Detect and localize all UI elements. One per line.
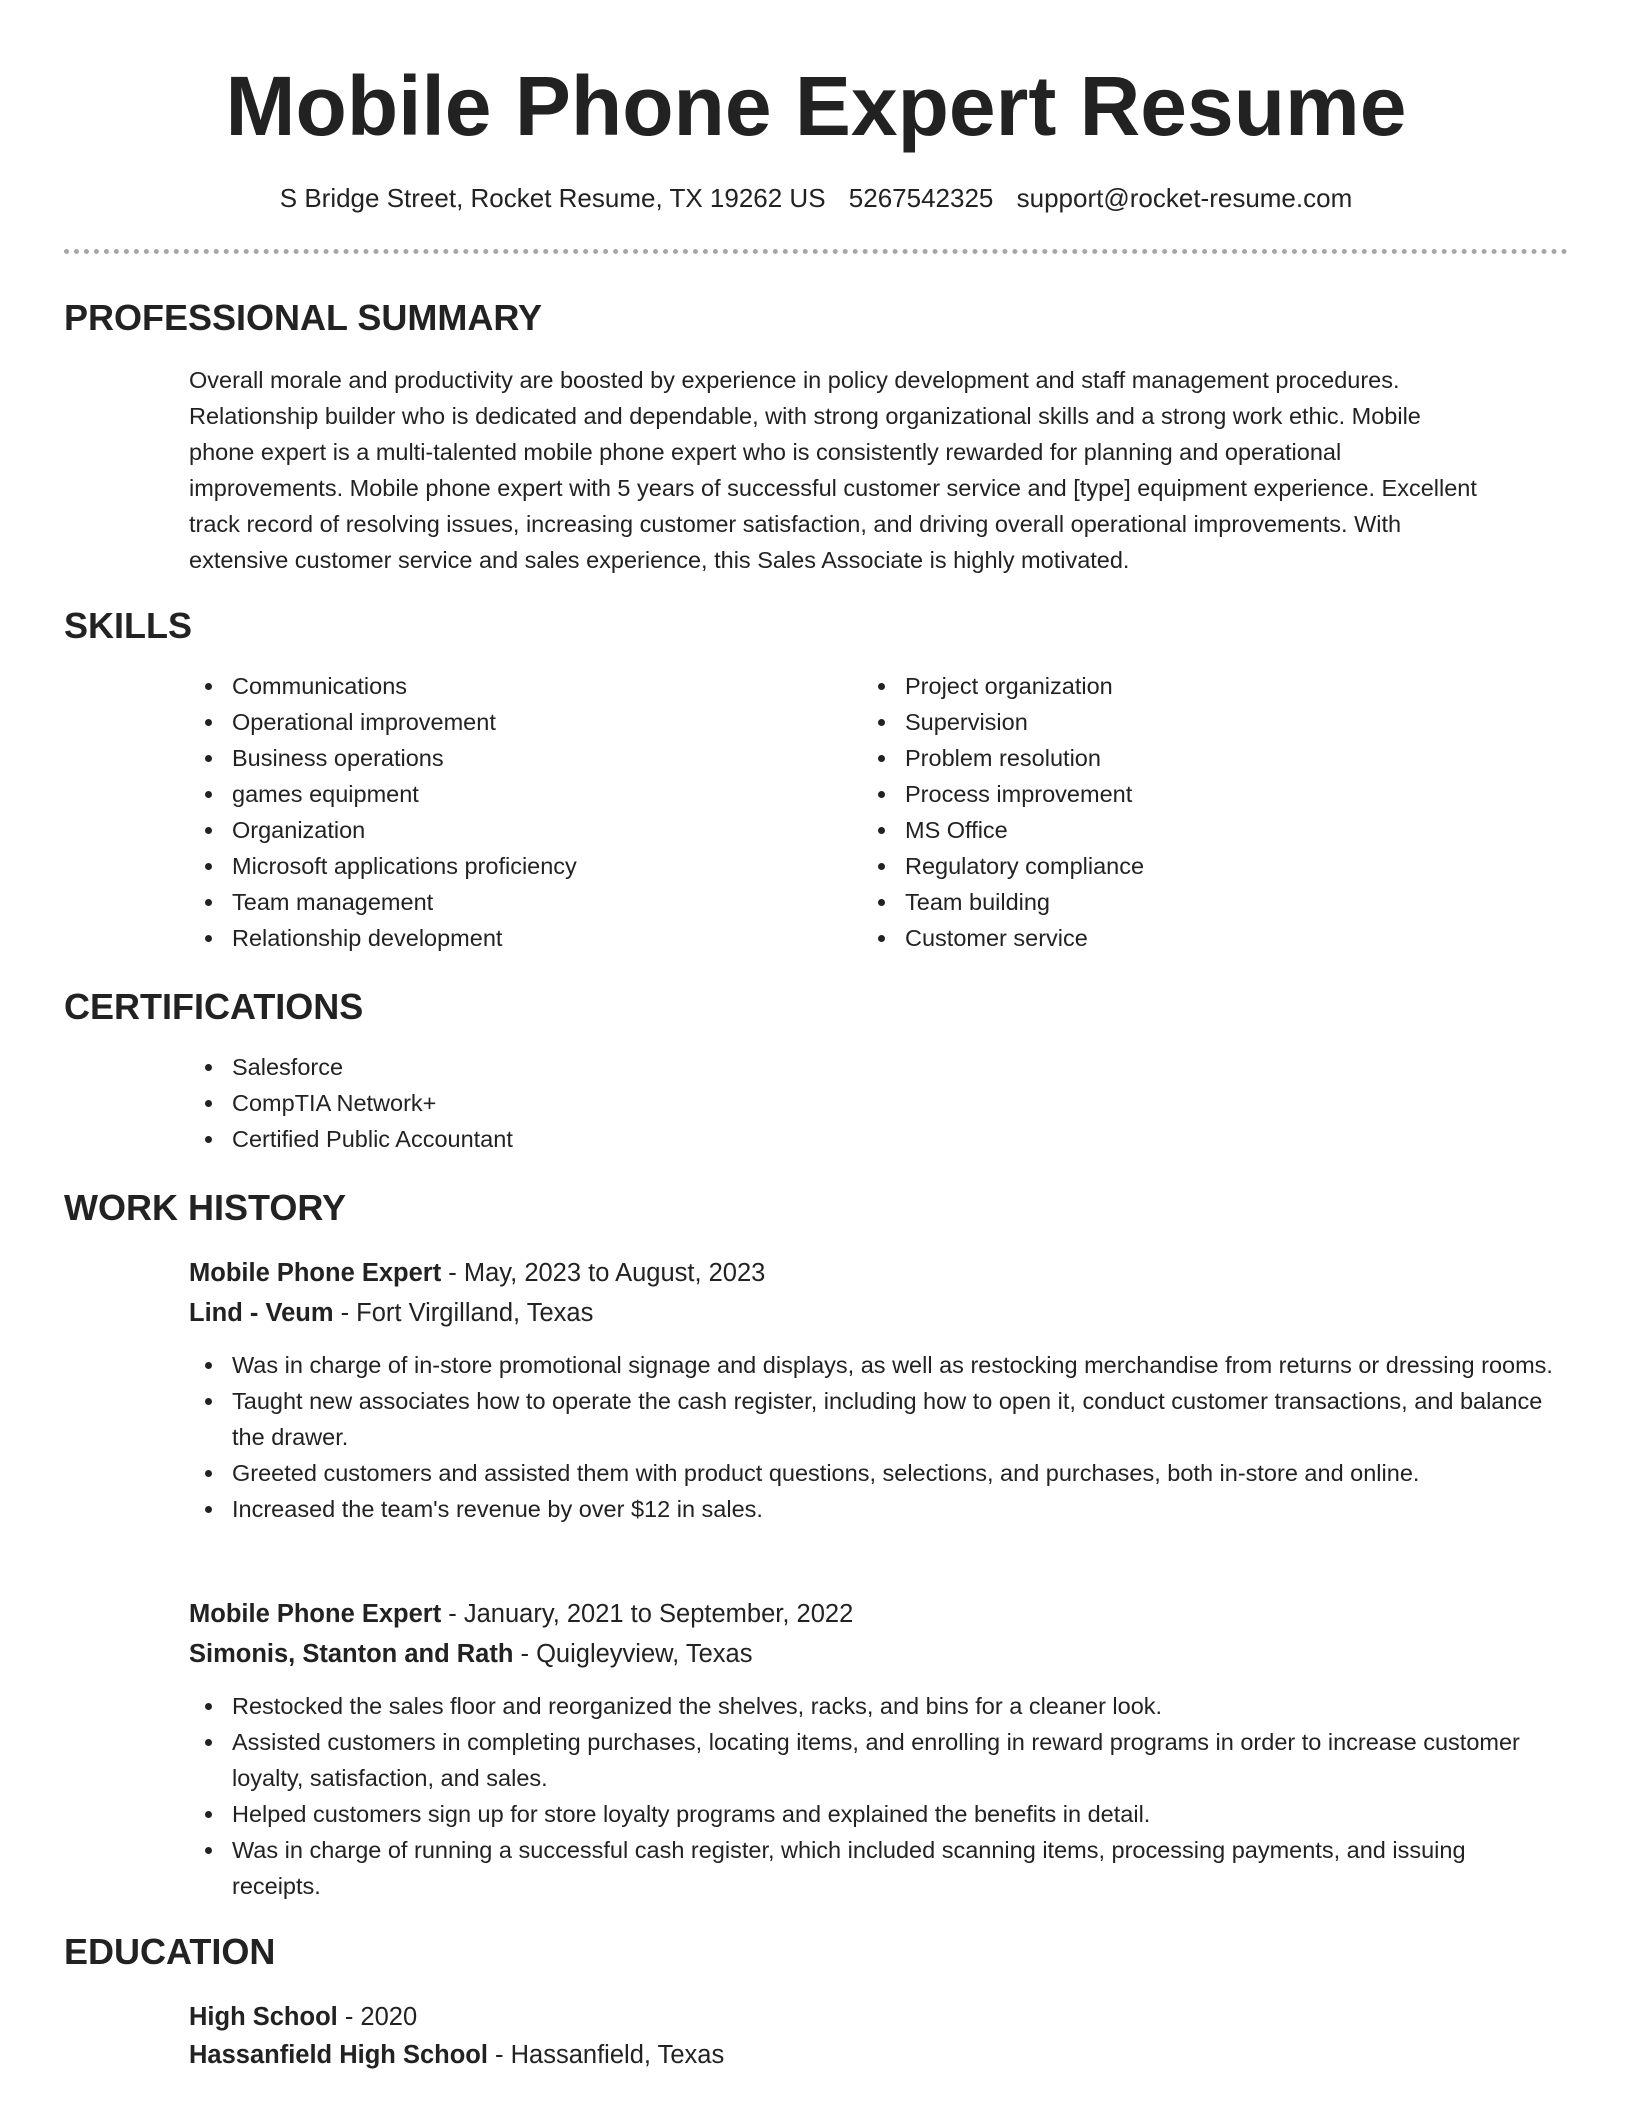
job-dates: - January, 2021 to September, 2022 <box>441 1600 854 1628</box>
education-school: Hassanfield High School <box>189 2041 488 2069</box>
skill-item: Process improvement <box>862 776 1522 812</box>
certification-item: Salesforce <box>189 1049 1559 1085</box>
job-bullet: Increased the team's revenue by over $12 in sales. <box>189 1491 1559 1527</box>
skills-heading: SKILLS <box>64 605 193 646</box>
job-location: - Fort Virgilland, Texas <box>333 1299 594 1327</box>
skill-item: Team management <box>189 884 809 920</box>
summary-heading: PROFESSIONAL SUMMARY <box>64 297 543 338</box>
job-role: Mobile Phone Expert <box>189 1600 442 1628</box>
job-bullet: Was in charge of in-store promotional signage and displays, as well as restocking merchandise from returns or dressing rooms. <box>189 1347 1559 1383</box>
job-bullet: Assisted customers in completing purchases, locating items, and enrolling in reward programs in order to increase customer loyalty, satisfaction, and sales. <box>189 1724 1559 1796</box>
education-school-line <box>189 2037 724 2073</box>
summary-text <box>189 362 1559 578</box>
summary-line: improvements. Mobile phone expert with 5 years of successful customer service and [type] equipment experience. Excellent <box>189 475 1477 501</box>
skill-item: Project organization <box>862 668 1522 704</box>
skill-item: Business operations <box>189 740 809 776</box>
skills-list-right <box>862 668 1522 956</box>
job-title-line <box>189 1255 765 1291</box>
summary-line: Relationship builder who is dedicated and dependable, with strong organizational skills and a strong work ethic. Mobile <box>189 403 1421 429</box>
job-company-line <box>189 1636 753 1672</box>
certifications-list <box>189 1049 1559 1157</box>
certifications-heading: CERTIFICATIONS <box>64 986 364 1027</box>
skill-item: Communications <box>189 668 809 704</box>
job-company-line <box>189 1295 593 1331</box>
skill-item: Customer service <box>862 920 1522 956</box>
skill-item: Relationship development <box>189 920 809 956</box>
job-bullet: Was in charge of running a successful cash register, which included scanning items, processing payments, and issuing receipts. <box>189 1832 1559 1904</box>
job-bullet: Helped customers sign up for store loyalty programs and explained the benefits in detail. <box>189 1796 1559 1832</box>
skill-item: Organization <box>189 812 809 848</box>
summary-line: track record of resolving issues, increasing customer satisfaction, and driving overall operational improvements. With <box>189 511 1402 537</box>
education-degree-line <box>189 1999 417 2035</box>
skill-item: games equipment <box>189 776 809 812</box>
resume-title: Mobile Phone Expert Resume <box>225 59 1407 153</box>
skill-item: Microsoft applications proficiency <box>189 848 809 884</box>
contact-email: support@rocket-resume.com <box>1016 183 1353 213</box>
skill-item: Supervision <box>862 704 1522 740</box>
skill-item: MS Office <box>862 812 1522 848</box>
job-role: Mobile Phone Expert <box>189 1259 442 1287</box>
skill-item: Regulatory compliance <box>862 848 1522 884</box>
job-bullet: Restocked the sales floor and reorganized the shelves, racks, and bins for a cleaner look. <box>189 1688 1559 1724</box>
job-dates: - May, 2023 to August, 2023 <box>441 1259 766 1287</box>
job-bullet: Greeted customers and assisted them with product questions, selections, and purchases, both in-store and online. <box>189 1455 1559 1491</box>
job-bullets <box>189 1347 1559 1527</box>
contact-address: S Bridge Street, Rocket Resume, TX 19262 US <box>279 183 826 213</box>
skills-list-left <box>189 668 809 956</box>
education-degree: High School <box>189 2003 338 2031</box>
contact-line <box>0 178 1632 218</box>
education-location: - Hassanfield, Texas <box>487 2041 725 2069</box>
certification-item: CompTIA Network+ <box>189 1085 1559 1121</box>
skill-item: Operational improvement <box>189 704 809 740</box>
job-title-line <box>189 1596 853 1632</box>
job-location: - Quigleyview, Texas <box>513 1640 753 1668</box>
work-history-heading: WORK HISTORY <box>64 1187 347 1228</box>
job-bullets <box>189 1688 1559 1904</box>
summary-line: extensive customer service and sales experience, this Sales Associate is highly motivated. <box>189 547 1130 573</box>
education-heading: EDUCATION <box>64 1931 276 1972</box>
contact-phone: 5267542325 <box>848 183 994 213</box>
job-bullet: Taught new associates how to operate the cash register, including how to open it, conduct customer transactions, and balance the drawer. <box>189 1383 1559 1455</box>
job-company: Simonis, Stanton and Rath <box>189 1640 514 1668</box>
skill-item: Problem resolution <box>862 740 1522 776</box>
summary-line: Overall morale and productivity are boosted by experience in policy development and staff management procedures. <box>189 367 1400 393</box>
header-divider <box>64 249 1568 254</box>
summary-line: phone expert is a multi-talented mobile phone expert who is consistently rewarded for planning and operational <box>189 439 1342 465</box>
education-year: - 2020 <box>337 2003 418 2031</box>
job-company: Lind - Veum <box>189 1299 334 1327</box>
skill-item: Team building <box>862 884 1522 920</box>
certification-item: Certified Public Accountant <box>189 1121 1559 1157</box>
